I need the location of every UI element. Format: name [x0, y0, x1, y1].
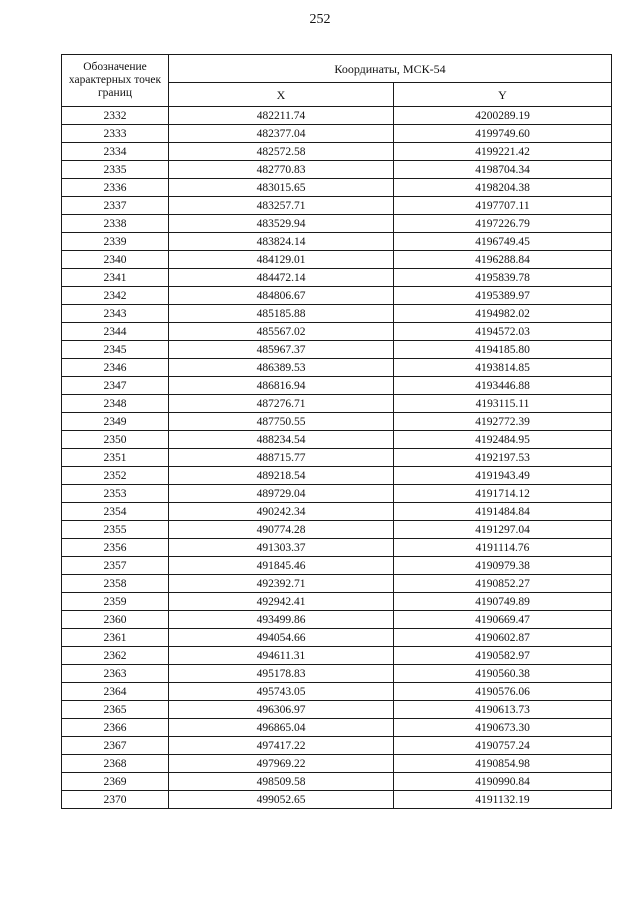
table-row — [62, 683, 612, 701]
x-coordinate-cell: 491845.46 — [169, 557, 394, 575]
x-coordinate-cell: 484129.01 — [169, 251, 394, 269]
point-id-cell: 2366 — [62, 719, 169, 737]
x-coordinate-cell: 483257.71 — [169, 197, 394, 215]
x-coordinate-cell: 488715.77 — [169, 449, 394, 467]
y-coordinate-cell: 4192772.39 — [394, 413, 612, 431]
point-id-cell: 2339 — [62, 233, 169, 251]
point-id-cell: 2357 — [62, 557, 169, 575]
y-coordinate-cell: 4190576.06 — [394, 683, 612, 701]
y-coordinate-cell: 4190990.84 — [394, 773, 612, 791]
point-id-cell: 2353 — [62, 485, 169, 503]
y-coordinate-cell: 4194982.02 — [394, 305, 612, 323]
x-coordinate-cell: 488234.54 — [169, 431, 394, 449]
y-coordinate-cell: 4196749.45 — [394, 233, 612, 251]
table-row — [62, 755, 612, 773]
y-coordinate-cell: 4190613.73 — [394, 701, 612, 719]
y-coordinate-cell: 4193446.88 — [394, 377, 612, 395]
x-coordinate-cell: 482572.58 — [169, 143, 394, 161]
table-row — [62, 521, 612, 539]
table-row — [62, 179, 612, 197]
table-row — [62, 107, 612, 125]
x-coordinate-cell: 492942.41 — [169, 593, 394, 611]
x-coordinate-cell: 495178.83 — [169, 665, 394, 683]
y-coordinate-cell: 4190852.27 — [394, 575, 612, 593]
point-id-cell: 2363 — [62, 665, 169, 683]
table-row — [62, 215, 612, 233]
point-id-cell: 2362 — [62, 647, 169, 665]
y-coordinate-cell: 4199221.42 — [394, 143, 612, 161]
point-id-cell: 2336 — [62, 179, 169, 197]
table-row — [62, 377, 612, 395]
point-id-cell: 2343 — [62, 305, 169, 323]
y-coordinate-cell: 4190673.30 — [394, 719, 612, 737]
table-row — [62, 305, 612, 323]
y-coordinate-cell: 4190854.98 — [394, 755, 612, 773]
x-coordinate-cell: 487276.71 — [169, 395, 394, 413]
table-row — [62, 503, 612, 521]
x-coordinate-cell: 498509.58 — [169, 773, 394, 791]
x-coordinate-cell: 494054.66 — [169, 629, 394, 647]
x-coordinate-cell: 485185.88 — [169, 305, 394, 323]
x-coordinate-cell: 483015.65 — [169, 179, 394, 197]
table-row — [62, 467, 612, 485]
y-coordinate-cell: 4199749.60 — [394, 125, 612, 143]
table-header — [62, 55, 612, 107]
point-id-cell: 2338 — [62, 215, 169, 233]
table-row — [62, 449, 612, 467]
y-coordinate-cell: 4200289.19 — [394, 107, 612, 125]
y-coordinate-cell: 4190602.87 — [394, 629, 612, 647]
point-id-cell: 2360 — [62, 611, 169, 629]
point-id-cell: 2368 — [62, 755, 169, 773]
x-coordinate-cell: 485967.37 — [169, 341, 394, 359]
table-row — [62, 125, 612, 143]
table-row — [62, 395, 612, 413]
y-coordinate-cell: 4196288.84 — [394, 251, 612, 269]
table-row — [62, 233, 612, 251]
x-coordinate-cell: 485567.02 — [169, 323, 394, 341]
point-id-cell: 2356 — [62, 539, 169, 557]
x-coordinate-cell: 490242.34 — [169, 503, 394, 521]
table-row — [62, 323, 612, 341]
table-row — [62, 773, 612, 791]
coordinates-group-header: Координаты, МСК-54 — [169, 55, 612, 83]
point-id-cell: 2354 — [62, 503, 169, 521]
point-id-cell: 2335 — [62, 161, 169, 179]
x-coordinate-cell: 482211.74 — [169, 107, 394, 125]
y-coordinate-cell: 4197707.11 — [394, 197, 612, 215]
y-coordinate-cell: 4194572.03 — [394, 323, 612, 341]
table-row — [62, 593, 612, 611]
point-id-cell: 2349 — [62, 413, 169, 431]
x-coordinate-cell: 489218.54 — [169, 467, 394, 485]
x-coordinate-cell: 483529.94 — [169, 215, 394, 233]
point-id-cell: 2352 — [62, 467, 169, 485]
y-coordinate-cell: 4195839.78 — [394, 269, 612, 287]
y-column-header: Y — [394, 83, 612, 107]
y-coordinate-cell: 4191132.19 — [394, 791, 612, 809]
point-id-cell: 2370 — [62, 791, 169, 809]
x-coordinate-cell: 486816.94 — [169, 377, 394, 395]
table-row — [62, 197, 612, 215]
table-row — [62, 359, 612, 377]
table-row — [62, 413, 612, 431]
x-column-header: X — [169, 83, 394, 107]
point-id-cell: 2358 — [62, 575, 169, 593]
table-row — [62, 539, 612, 557]
y-coordinate-cell: 4193814.85 — [394, 359, 612, 377]
point-id-cell: 2332 — [62, 107, 169, 125]
table-row — [62, 557, 612, 575]
y-coordinate-cell: 4192197.53 — [394, 449, 612, 467]
table-row — [62, 701, 612, 719]
y-coordinate-cell: 4190669.47 — [394, 611, 612, 629]
y-coordinate-cell: 4198704.34 — [394, 161, 612, 179]
point-id-cell: 2364 — [62, 683, 169, 701]
table-row — [62, 629, 612, 647]
y-coordinate-cell: 4190749.89 — [394, 593, 612, 611]
table-row — [62, 431, 612, 449]
table-row — [62, 719, 612, 737]
point-id-cell: 2344 — [62, 323, 169, 341]
point-id-cell: 2355 — [62, 521, 169, 539]
x-coordinate-cell: 486389.53 — [169, 359, 394, 377]
x-coordinate-cell: 490774.28 — [169, 521, 394, 539]
y-coordinate-cell: 4190979.38 — [394, 557, 612, 575]
page-number: 252 — [309, 12, 331, 27]
point-id-cell: 2350 — [62, 431, 169, 449]
table-row — [62, 485, 612, 503]
point-id-cell: 2334 — [62, 143, 169, 161]
y-coordinate-cell: 4197226.79 — [394, 215, 612, 233]
x-coordinate-cell: 483824.14 — [169, 233, 394, 251]
coordinates-table — [61, 54, 612, 809]
y-coordinate-cell: 4191714.12 — [394, 485, 612, 503]
table-row — [62, 269, 612, 287]
y-coordinate-cell: 4195389.97 — [394, 287, 612, 305]
point-id-cell: 2348 — [62, 395, 169, 413]
y-coordinate-cell: 4190757.24 — [394, 737, 612, 755]
point-id-cell: 2367 — [62, 737, 169, 755]
point-id-cell: 2342 — [62, 287, 169, 305]
table-row — [62, 143, 612, 161]
point-id-cell: 2345 — [62, 341, 169, 359]
x-coordinate-cell: 499052.65 — [169, 791, 394, 809]
y-coordinate-cell: 4191297.04 — [394, 521, 612, 539]
x-coordinate-cell: 495743.05 — [169, 683, 394, 701]
point-id-cell: 2351 — [62, 449, 169, 467]
table-row — [62, 665, 612, 683]
x-coordinate-cell: 492392.71 — [169, 575, 394, 593]
y-coordinate-cell: 4198204.38 — [394, 179, 612, 197]
x-coordinate-cell: 482377.04 — [169, 125, 394, 143]
table-row — [62, 161, 612, 179]
table-row — [62, 791, 612, 809]
x-coordinate-cell: 493499.86 — [169, 611, 394, 629]
table-body — [62, 107, 612, 809]
x-coordinate-cell: 496865.04 — [169, 719, 394, 737]
x-coordinate-cell: 491303.37 — [169, 539, 394, 557]
point-id-cell: 2346 — [62, 359, 169, 377]
y-coordinate-cell: 4194185.80 — [394, 341, 612, 359]
table-row — [62, 287, 612, 305]
point-id-cell: 2347 — [62, 377, 169, 395]
x-coordinate-cell: 496306.97 — [169, 701, 394, 719]
x-coordinate-cell: 484806.67 — [169, 287, 394, 305]
y-coordinate-cell: 4192484.95 — [394, 431, 612, 449]
y-coordinate-cell: 4191943.49 — [394, 467, 612, 485]
x-coordinate-cell: 494611.31 — [169, 647, 394, 665]
table-row — [62, 575, 612, 593]
y-coordinate-cell: 4191114.76 — [394, 539, 612, 557]
table-row — [62, 251, 612, 269]
point-id-cell: 2333 — [62, 125, 169, 143]
x-coordinate-cell: 489729.04 — [169, 485, 394, 503]
point-id-cell: 2340 — [62, 251, 169, 269]
y-coordinate-cell: 4190560.38 — [394, 665, 612, 683]
x-coordinate-cell: 487750.55 — [169, 413, 394, 431]
table-row — [62, 647, 612, 665]
x-coordinate-cell: 497417.22 — [169, 737, 394, 755]
table-row — [62, 611, 612, 629]
table-row — [62, 341, 612, 359]
point-id-cell: 2341 — [62, 269, 169, 287]
x-coordinate-cell: 497969.22 — [169, 755, 394, 773]
point-id-cell: 2365 — [62, 701, 169, 719]
x-coordinate-cell: 482770.83 — [169, 161, 394, 179]
y-coordinate-cell: 4193115.11 — [394, 395, 612, 413]
point-id-cell: 2337 — [62, 197, 169, 215]
x-coordinate-cell: 484472.14 — [169, 269, 394, 287]
point-column-header: Обозначение характерных точек границ — [62, 55, 169, 107]
header-row-top — [62, 55, 612, 83]
point-id-cell: 2359 — [62, 593, 169, 611]
y-coordinate-cell: 4191484.84 — [394, 503, 612, 521]
point-id-cell: 2361 — [62, 629, 169, 647]
table-row — [62, 737, 612, 755]
point-id-cell: 2369 — [62, 773, 169, 791]
y-coordinate-cell: 4190582.97 — [394, 647, 612, 665]
